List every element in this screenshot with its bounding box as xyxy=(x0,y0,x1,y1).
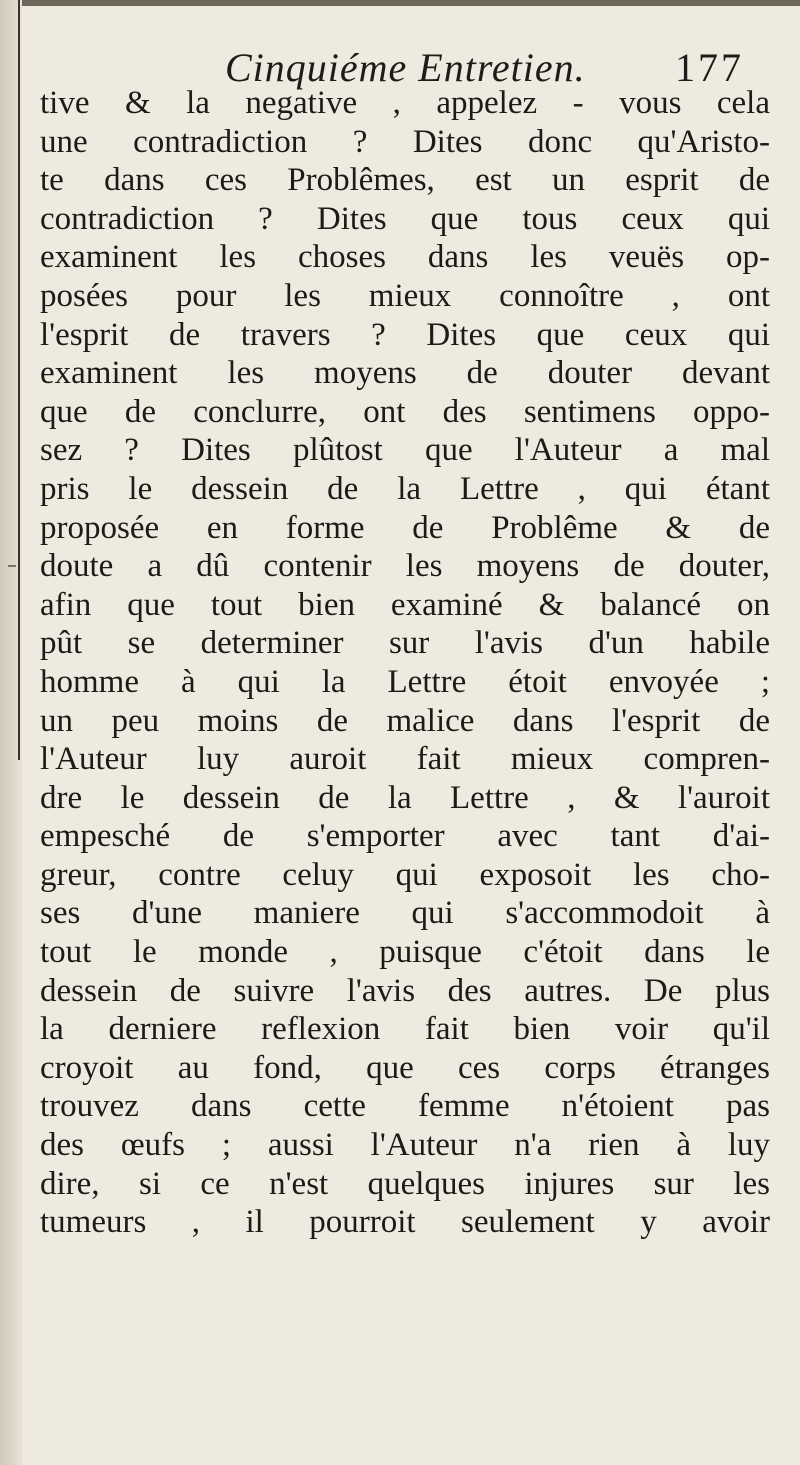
text-line: l'Auteur luy auroit fait mieux compren- xyxy=(40,741,770,778)
text-line: un peu moins de malice dans l'esprit de xyxy=(40,702,770,739)
text-line: croyoit au fond, que ces corps étranges xyxy=(40,1049,770,1086)
text-line: la derniere reflexion fait bien voir qu'il xyxy=(40,1011,770,1048)
page-number: 177 xyxy=(675,45,744,90)
text-line: posées pour les mieux connoître , ont xyxy=(40,277,770,314)
text-line: te dans ces Problêmes, est un esprit de xyxy=(40,162,770,199)
text-line: doute a dû contenir les moyens de douter, xyxy=(40,548,770,585)
text-line: que de conclurre, ont des sentimens oppo- xyxy=(40,393,770,430)
text-line: contradiction ? Dites que tous ceux qui xyxy=(40,200,770,237)
gutter-mark xyxy=(8,565,16,567)
page-top-edge xyxy=(0,0,800,6)
text-line: une contradiction ? Dites donc qu'Aristo- xyxy=(40,123,770,160)
text-line: dre le dessein de la Lettre , & l'auroit xyxy=(40,779,770,816)
text-line: afin que tout bien examiné & balancé on xyxy=(40,586,770,623)
text-line: proposée en forme de Problême & de xyxy=(40,509,770,546)
text-line: dessein de suivre l'avis des autres. De plus xyxy=(40,972,770,1009)
text-line: examinent les choses dans les veuës op- xyxy=(40,239,770,276)
text-line: ses d'une maniere qui s'accommodoit à xyxy=(40,895,770,932)
text-line: empesché de s'emporter avec tant d'ai- xyxy=(40,818,770,855)
text-line: l'esprit de travers ? Dites que ceux qui xyxy=(40,316,770,353)
text-line: tumeurs , il pourroit seulement y avoir xyxy=(40,1204,770,1241)
text-line: tout le monde , puisque c'étoit dans le xyxy=(40,934,770,971)
text-line: trouvez dans cette femme n'étoient pas xyxy=(40,1088,770,1125)
page-left-rule xyxy=(18,0,20,760)
text-line: examinent les moyens de douter devant xyxy=(40,355,770,392)
text-line: homme à qui la Lettre étoit envoyée ; xyxy=(40,663,770,700)
text-line: greur, contre celuy qui exposoit les cho- xyxy=(40,856,770,893)
running-head-title: Cinquiéme Entretien. xyxy=(225,45,586,90)
body-text xyxy=(40,84,770,1242)
text-line: pris le dessein de la Lettre , qui étant xyxy=(40,470,770,507)
text-line: sez ? Dites plûtost que l'Auteur a mal xyxy=(40,432,770,469)
text-line: pût se determiner sur l'avis d'un habile xyxy=(40,625,770,662)
text-line: dire, si ce n'est quelques injures sur les xyxy=(40,1165,770,1202)
text-line: des œufs ; aussi l'Auteur n'a rien à luy xyxy=(40,1127,770,1164)
text-line: tive & la negative , appelez - vous cela xyxy=(40,85,770,121)
